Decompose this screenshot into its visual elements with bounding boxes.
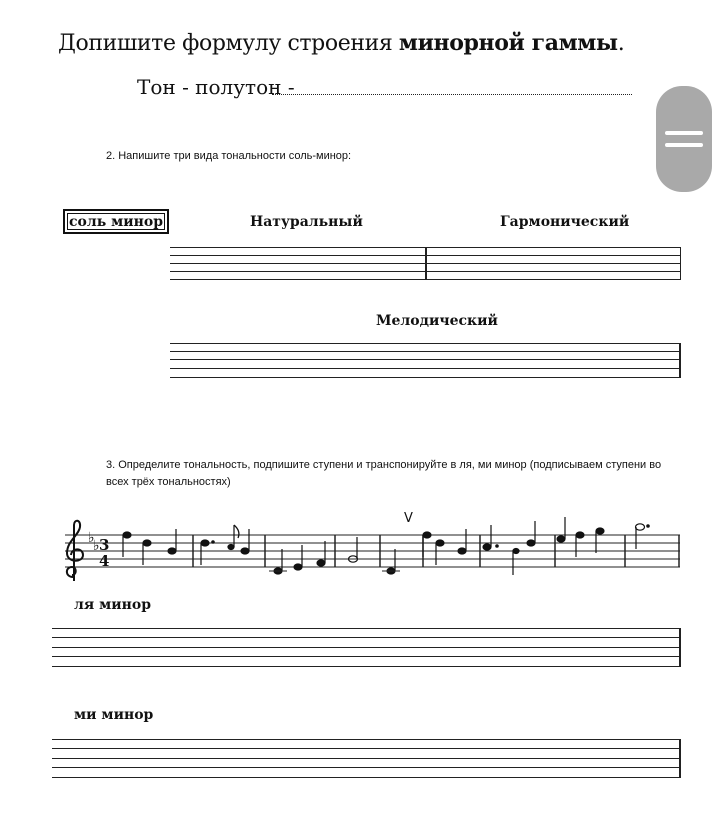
- note: [201, 540, 209, 546]
- label-a-minor: ля минор: [74, 597, 152, 613]
- note: [317, 560, 325, 566]
- note: [483, 544, 491, 550]
- time-signature-bottom: 4: [99, 552, 110, 570]
- note: [143, 540, 151, 546]
- note: [294, 564, 302, 570]
- exercise-heading: [58, 30, 624, 56]
- note: [241, 548, 249, 554]
- note: [423, 532, 431, 538]
- hamburger-menu-icon[interactable]: [656, 86, 712, 192]
- task3-text: 3. Определите тональность, подпишите ступени и транспонируйте в ля, ми минор (подписываем ступени во всех трёх тональностях): [106, 459, 662, 488]
- label-e-minor: ми минор: [74, 707, 154, 723]
- formula-answer-line[interactable]: [272, 94, 632, 95]
- key-box-g-minor: соль минор: [63, 209, 169, 234]
- time-signature-top: 3: [99, 536, 110, 554]
- note: [527, 540, 535, 546]
- flat-e-icon: ♭: [93, 538, 100, 554]
- note: [513, 549, 519, 554]
- note: [458, 548, 466, 554]
- note: [168, 548, 176, 554]
- staff-melodic[interactable]: [170, 343, 681, 379]
- note: [123, 532, 131, 538]
- heading-plain: Допишите формулу строения: [58, 31, 393, 56]
- note: [576, 532, 584, 538]
- formula-text: Тон - полутон -: [137, 75, 295, 99]
- melody-staff: [55, 505, 685, 587]
- note-half: [636, 524, 645, 530]
- task2-text: 2. Напишите три вида тональности соль-минор:: [106, 150, 352, 162]
- label-melodic: Мелодический: [376, 313, 498, 329]
- staff-lines: [65, 535, 680, 567]
- label-harmonic: Гармонический: [500, 214, 630, 230]
- heading-end: .: [617, 31, 625, 56]
- label-natural: Натуральный: [250, 214, 363, 230]
- heading-bold: минорной гаммы: [398, 30, 618, 56]
- note: [228, 545, 234, 550]
- breath-mark: V: [404, 511, 413, 526]
- flat-b-icon: ♭: [88, 530, 95, 546]
- staff-e-minor[interactable]: [52, 739, 681, 779]
- note: [436, 540, 444, 546]
- staff-a-minor[interactable]: [52, 628, 681, 668]
- staff-natural-harmonic[interactable]: [170, 247, 681, 281]
- note: [596, 528, 604, 534]
- notes: [123, 517, 649, 575]
- note: [557, 536, 565, 542]
